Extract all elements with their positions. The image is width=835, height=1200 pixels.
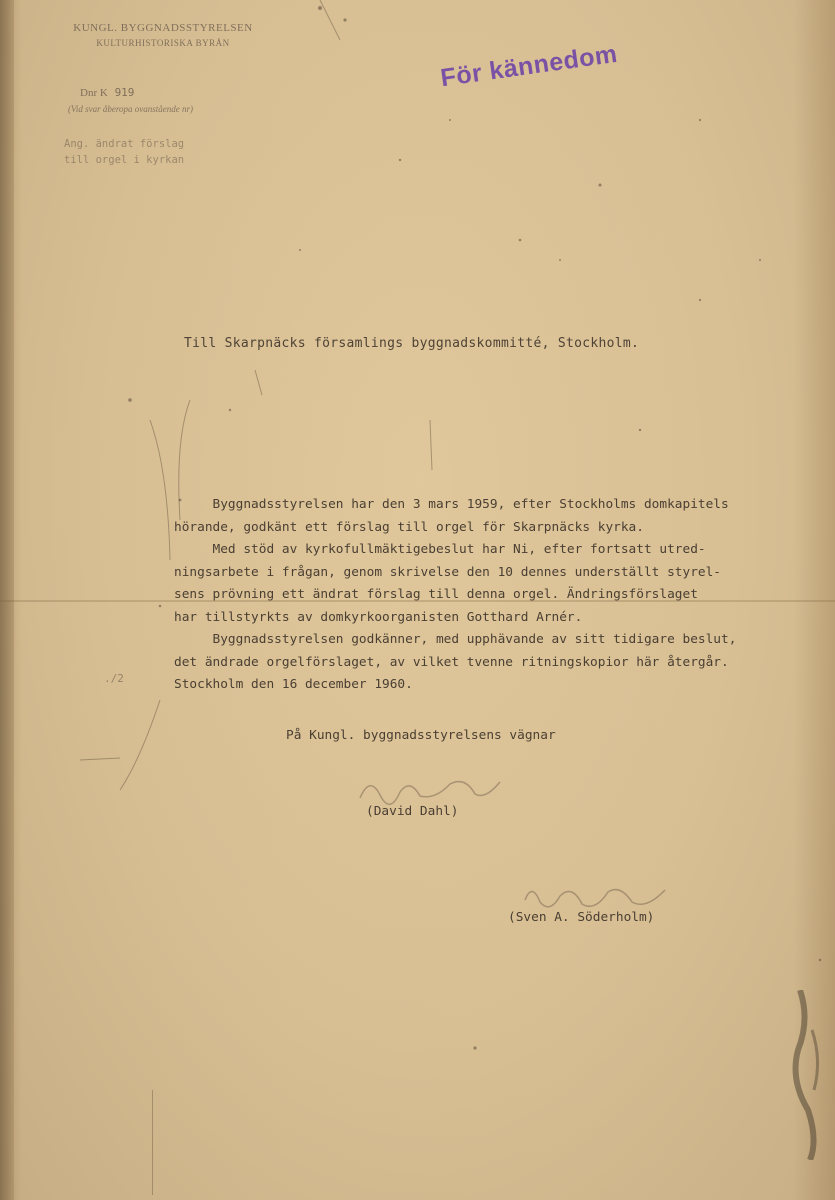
letterhead <box>48 22 278 48</box>
subject-block <box>64 136 184 168</box>
body-line: har tillstyrkts av domkyrkoorganisten Gotthard Arnér. <box>174 609 583 625</box>
body-line: Stockholm den 16 december 1960. <box>174 677 413 692</box>
reference-label: Dnr K <box>80 87 108 99</box>
signatory-name-soderholm: (Sven A. Söderholm) <box>508 910 655 925</box>
signatory-name-dahl: (David Dahl) <box>366 804 459 819</box>
signoff-line: På Kungl. byggnadsstyrelsens vägnar <box>286 728 556 743</box>
addressee: Till Skarpnäcks församlings byggnadskommitté, Stockholm. <box>184 336 640 351</box>
paper-damage <box>770 990 830 1160</box>
organization-name: KUNGL. BYGGNADSSTYRELSEN <box>73 22 253 34</box>
body-line: Med stöd av kyrkofullmäktigebeslut har Ni, efter fortsatt utred- <box>174 542 706 557</box>
reference <box>80 86 134 99</box>
subject-line-2: till orgel i kyrkan <box>64 154 185 166</box>
body-line: hörande, godkänt ett förslag till orgel för Skarpnäcks kyrka. <box>174 519 644 535</box>
subject-line-1: Ang. ändrat förslag <box>64 138 185 150</box>
reference-note: (Vid svar åberopa ovanstående nr) <box>68 104 193 114</box>
department-name: KULTURHISTORISKA BYRÅN <box>96 38 230 48</box>
received-stamp: För kännedom <box>438 39 620 93</box>
body-line: det ändrade orgelförslaget, av vilket tvenne ritningskopior här återgår. <box>174 654 729 670</box>
margin-note: ./2 <box>104 672 124 685</box>
letter-body <box>174 494 814 697</box>
body-line: Byggnadsstyrelsen har den 3 mars 1959, efter Stockholms domkapitels <box>174 497 729 512</box>
body-line: Byggnadsstyrelsen godkänner, med upphävande av sitt tidigare beslut, <box>174 632 737 647</box>
reference-number: 919 <box>114 86 135 99</box>
body-line: ningsarbete i frågan, genom skrivelse den 10 dennes underställt styrel- <box>174 564 722 580</box>
body-line: sens prövning ett ändrat förslag till denna orgel. Ändringsförslaget <box>174 587 698 602</box>
